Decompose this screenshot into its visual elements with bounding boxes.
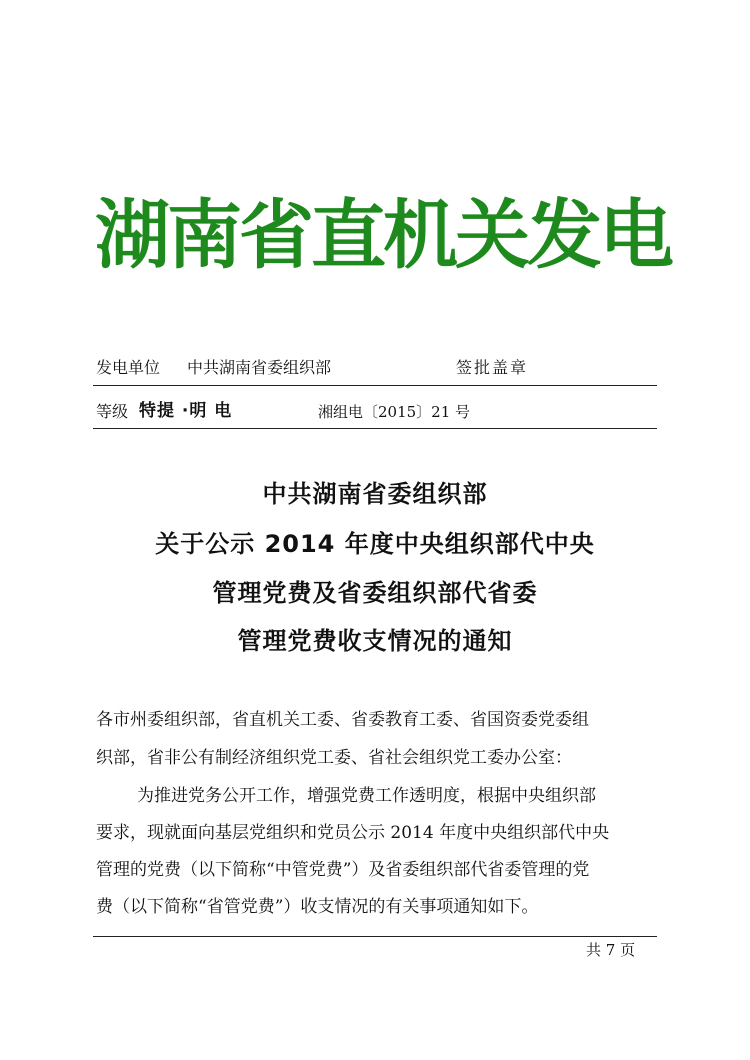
approval-label: 签批盖章 bbox=[456, 358, 529, 377]
body-line: 费（以下简称“省管党费”）收支情况的有关事项通知如下。 bbox=[96, 897, 539, 917]
body-line: 为推进党务公开工作，增强党费工作透明度，根据中央组织部 bbox=[137, 786, 596, 806]
body-line: 管理的党费（以下简称“中管党费”）及省委组织部代省委管理的党 bbox=[96, 860, 590, 880]
footer-divider bbox=[93, 936, 657, 937]
sender-value: 中共湖南省委组织部 bbox=[187, 358, 332, 377]
title-line-3: 管理党费及省委组织部代省委 bbox=[212, 579, 538, 607]
priority-value: 特提 ·明 电 bbox=[139, 401, 233, 421]
header-divider-top bbox=[93, 385, 657, 386]
body-line: 织部，省非公有制经济组织党工委、省社会组织党工委办公室： bbox=[96, 748, 572, 768]
masthead-title: 湖南省直机关发电 bbox=[95, 191, 672, 279]
header-divider-bottom bbox=[93, 428, 657, 429]
document-number: 湘组电〔2015〕21 号 bbox=[318, 403, 471, 421]
title-line-4: 管理党费收支情况的通知 bbox=[237, 627, 513, 655]
body-line: 要求，现就面向基层党组织和党员公示 2014 年度中央组织部代中央 bbox=[96, 823, 610, 843]
page-count: 共 7 页 bbox=[586, 941, 636, 959]
sender-label: 发电单位 bbox=[96, 358, 161, 377]
priority-label: 等级 bbox=[96, 402, 129, 421]
body-line: 各市州委组织部，省直机关工委、省委教育工委、省国资委党委组 bbox=[96, 710, 589, 730]
title-line-2: 关于公示 2014 年度中央组织部代中央 bbox=[155, 530, 595, 558]
title-line-1: 中共湖南省委组织部 bbox=[262, 480, 488, 508]
